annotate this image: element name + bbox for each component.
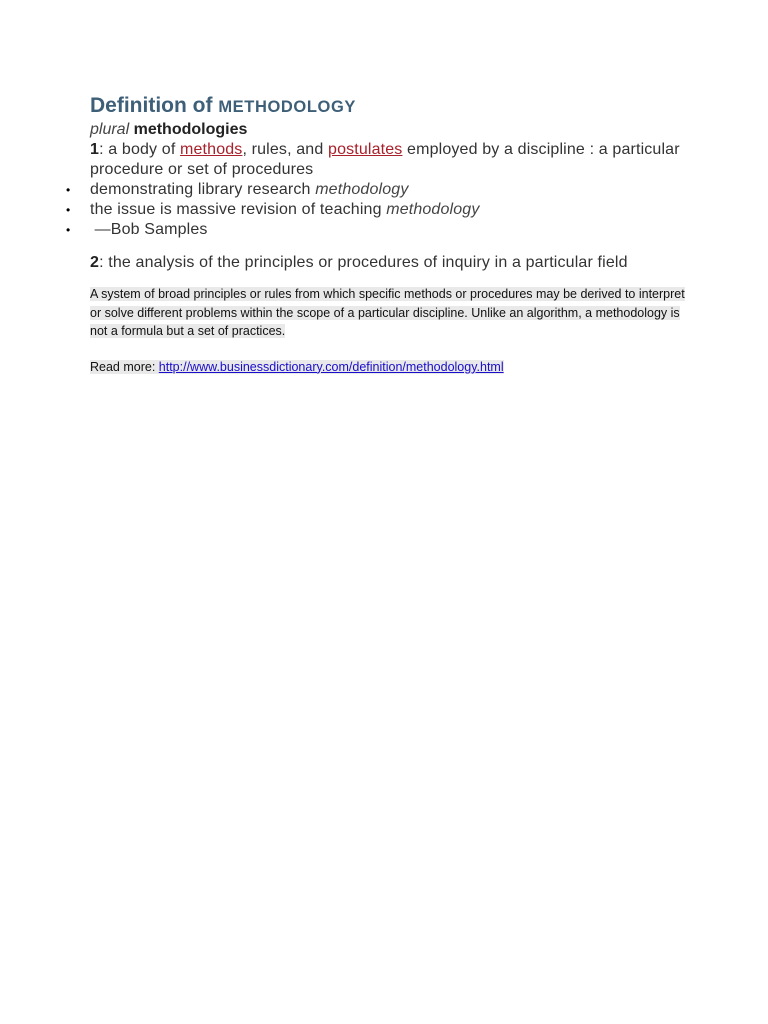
- plural-form: methodologies: [133, 121, 248, 138]
- sense-1-text-a: : a body of: [99, 141, 181, 158]
- list-item: [66, 180, 690, 200]
- bullet-icon: •: [66, 183, 71, 197]
- read-more-label: Read more:: [90, 359, 159, 374]
- sense-1: [90, 140, 690, 180]
- list-item: [66, 200, 690, 220]
- headword: METHODOLOGY: [218, 98, 356, 116]
- sense-2-text: : the analysis of the principles or procedures of inquiry in a particular field: [99, 254, 628, 271]
- page-title: [90, 94, 690, 119]
- sense-1-number: 1: [90, 141, 100, 158]
- example-attribution: —Bob Samples: [90, 221, 208, 238]
- sense-2-number: 2: [90, 254, 100, 271]
- sense-1-text-c: employed by a discipline : a particular procedure or set of procedures: [90, 141, 680, 178]
- sense-2: [90, 253, 690, 273]
- document-page: [66, 94, 690, 376]
- business-definition: [90, 285, 690, 341]
- example-text: demonstrating library research: [90, 181, 316, 198]
- link-postulates[interactable]: postulates: [328, 141, 403, 158]
- title-prefix: Definition of: [90, 94, 219, 117]
- link-methods[interactable]: methods: [180, 141, 243, 158]
- bullet-icon: •: [66, 203, 71, 217]
- example-italic: methodology: [315, 181, 409, 198]
- example-italic: methodology: [386, 201, 480, 218]
- example-text: the issue is massive revision of teaching: [90, 201, 387, 218]
- read-more-link[interactable]: http://www.businessdictionary.com/definition/methodology.html: [158, 359, 504, 374]
- business-definition-text: A system of broad principles or rules from which specific methods or procedures may be derived to interpret or solve different problems within the scope of a particular discipline. Unlike an algorithm, a methodology is not a formula but a set of practices.: [90, 287, 685, 338]
- plural-line: [90, 120, 690, 140]
- plural-label: plural: [90, 121, 130, 138]
- example-list: [66, 180, 690, 240]
- bullet-icon: •: [66, 223, 71, 237]
- sense-1-text-b: , rules, and: [242, 141, 329, 158]
- list-item: [66, 220, 690, 240]
- read-more: [90, 358, 690, 376]
